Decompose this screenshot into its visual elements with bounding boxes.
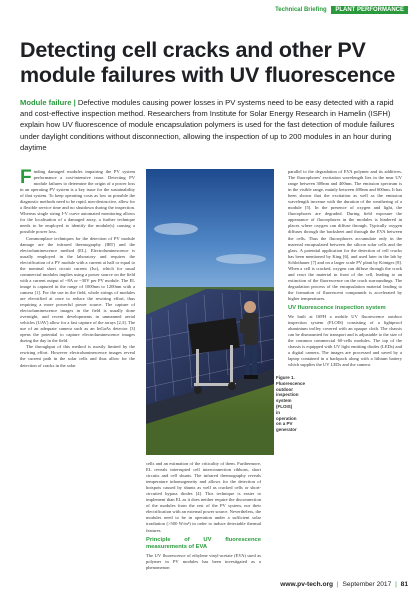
section-header: [275, 7, 408, 13]
paragraph: The throughput of this method is mostly limited by the rewiring effort. However electroluminescence images reveal the current path in the solar cells and thus allow for the detection of cracks in the solar: [20, 344, 135, 368]
subhead-uv-principle: Principle of UV fluorescence measurements of EVA: [146, 536, 261, 550]
standfirst-kicker: Module failure: [20, 98, 72, 107]
body-column-2: [146, 461, 261, 571]
footer-divider: |: [395, 581, 397, 588]
paragraph: The UV fluorescence of ethylene vinyl-acetate (EVA) used as polymer in PV modules has been investigated as a phenomenon: [146, 552, 261, 570]
body-column-3: [288, 169, 402, 368]
standfirst-text: Defective modules causing power losses in PV systems need to be easy detected with a rapid and cost-effective inspection method. Researchers from Institute for Solar Energy Research in Hamelin (ISFH) explain how UV fluorescence of module encapsulation polymers is used for the fast detection of module failures under daylight conditions without disconnection, allowing the inspection of up to 200 modules in an hour during daytime: [20, 98, 395, 152]
section-label: Technical Briefing: [275, 7, 327, 13]
drop-cap: F: [20, 167, 32, 188]
page-footer: [280, 581, 408, 588]
paragraph: parallel to the degradation of EVA polymer and its additives. The fluorophores' excitation wavelength lies in the near UV range between 300nm and 400nm. The emission spectrum is in the visible range, mainly between 400nm and 600nm. It has been shown that the excitation as well as the emission wavelength increase with the duration of the weathering of a module [5]. In the presence of oxygen and light, the fluorophores are degraded. During field exposure the appearance of fluorophores in the modules is hindered in places where oxygen can diffuse through. Typically oxygen diffuses through the backsheet and through the EVA between the cells. Thus the fluorophores accumulate only in the material encapsulated between the silicon solar cells and the glass. A potential application for the detection of cell cracks has been mentioned by King [6], and used later in the lab by Schlothauer [7] and on a larger scale PV plant by Köntges [8]. When a cell is cracked, oxygen can diffuse through the crack and react the material in front of the cell, leading to an extinction of the fluorescence on the crack surroundings. The degradation process of the encapsulation material leading to the formation of fluorescent compounds is accelerated by higher temperatures.: [288, 169, 402, 301]
article-headline: Detecting cell cracks and other PV module failures with UV fluorescence: [20, 38, 396, 87]
standfirst-separator: |: [71, 98, 78, 107]
footer-issue: September 2017: [342, 581, 392, 588]
page-number: 81: [400, 581, 408, 588]
paragraph: Commonplace techniques for the detection of PV module damage are the infrared thermography (IRT) and the electroluminescence method (EL). Electroluminescence is usually employed in the laboratory and requires the electrification of a PV module with a current at half or equal to the nominal short circuit current (Isc), which for usual commercial modules implies using a power source on the field with a current output of ~8A or ~30V per PV module. The EL image is captured in the range of 1000nm to 1200nm with a camera [1]. For the use in the field, whole strings of modules are electrified at once to reduce the rewiring effort, thus requiring a more powerful power source. The capture of electroluminescence images in the field is usually done overnight, and recent developments in unmanned aerial vehicles (UAV) allow for a fast capture of the arrays [2,3]. The use of an adequate camera such as an InGaAs detector [3] opens the potential to capture electroluminescence images during the day in the field.: [20, 235, 135, 344]
footer-divider: |: [336, 581, 339, 588]
paragraph: inding damaged modules impairing the PV system performance a cost-intensive issue. Detecting PV module failures to determine the origin of a power loss in an operating PV system is a key issue for the sustainability of that system. To keep operating costs as low as possible the diagnostic methods need to be rapid, non-destructive, allow for a flexible service time and no shutdown during the inspection. Whereas single string I-V curve automated monitoring allows for the localisation of a damaged array, a further technique needs to be employed to identify the module(s) causing a possible power loss.: [20, 169, 135, 235]
figure-1-caption: Figure 1. Fluorescence outdoor inspection system (FLOIS) in operation on a PV generator: [276, 375, 306, 433]
body-column-1: [20, 169, 135, 369]
category-badge: PLANT PERFORMANCE: [331, 6, 408, 14]
paragraph: cells and an estimation of the criticality of them. Furthermore, EL reveals interrupted cell interconnection ribbons, short circuits and cell shunts. The infrared thermography reveals temperature inhomogeneity and allows for the detection of hotspots caused by shunts as well as cracked cells or short-circuited bypass diodes [4]. This technique is easier to implement than EL as it does neither require the disconnection of the modules from the rest of the PV system, nor their electrification with an external power source. Nevertheless, the modules need to be in operation under a sufficient solar irradiation (>500 W/m²) in order to induce detectable thermal features.: [146, 461, 261, 533]
subhead-inspection-system: UV fluorescence inspection system: [288, 305, 386, 312]
article-standfirst: [20, 97, 405, 153]
figure-1-photo: [146, 169, 274, 455]
footer-url: www.pv-tech.org: [280, 581, 334, 588]
solar-field-photo-illustration: [146, 169, 274, 455]
paragraph: We built at ISFH a mobile UV fluorescence outdoor inspection system (FLOIS) consisting of a lightproof aluminium trolley covered with an opaque cloth. The chassis can be dismounted for transport and is adjustable to the size of the common commercial 60-cells modules. The top of the chassis is equipped with UV light emitting diodes (LEDs) and a digital camera. The images are processed and saved by a laptop contained in a backpack along with a lithium battery which supplies the UV LEDs and the camera.: [288, 314, 402, 368]
